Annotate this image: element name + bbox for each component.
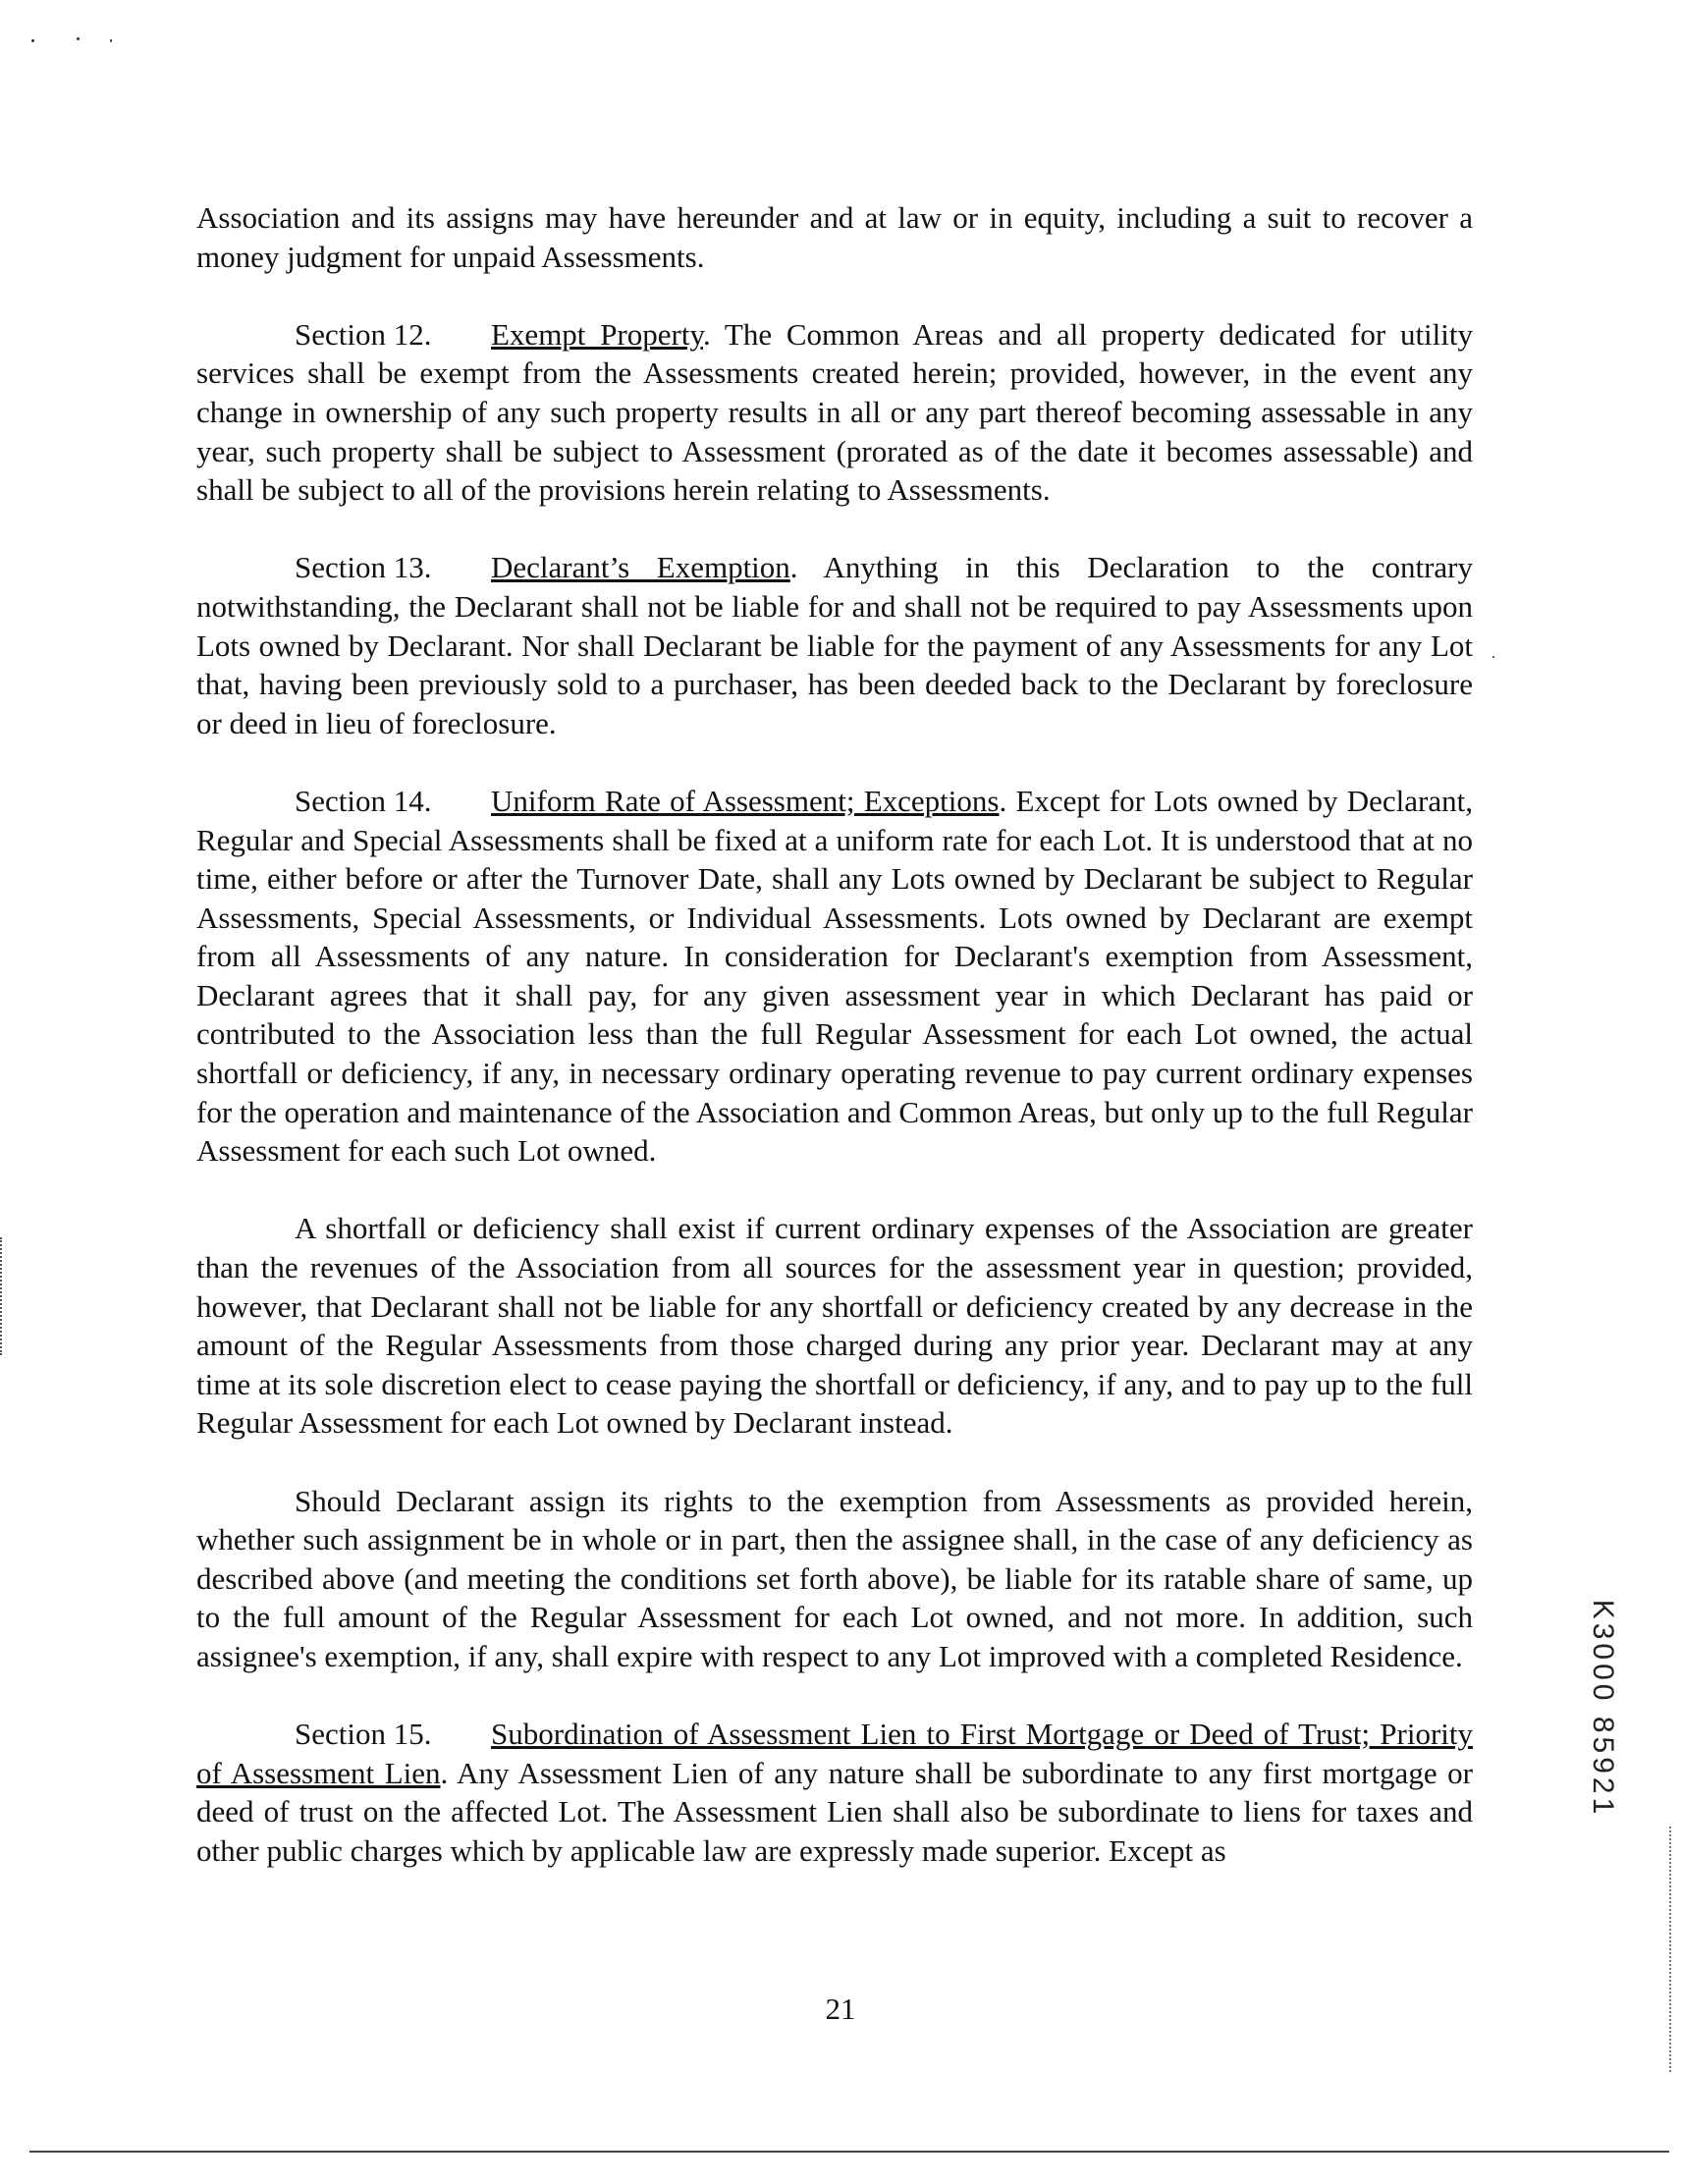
section-text: . Except for Lots owned by Declarant, Regular and Special Assessments shall be fixed at a uniform rate for each Lot. It is understood that at no time, either before or after the Turnover Date, shall any Lots owned by Declarant be subject to Regular Assessments, Special Assessments, or Individual Assessments. Lots owned by Declarant are exempt from all Assessments of any nature. In consideration for Declarant's exemption from Assessment, Declarant agrees that it shall pay, for any given assessment year in which Declarant has paid or contributed to the Association less than the full Regular Assessment for each Lot owned, the actual shortfall or deficiency, if any, in necessary ordinary operating revenue to pay current ordinary expenses for the operation and maintenance of the Association and Common Areas, but only up to the full Regular Assessment for each such Lot owned. xyxy=(196,783,1473,1169)
section-title: Uniform Rate of Assessment; Exceptions xyxy=(491,783,1000,818)
section-number: Section 13. xyxy=(295,550,432,585)
scan-edge-bottom xyxy=(29,2151,1669,2155)
section-title: Exempt Property xyxy=(491,316,703,352)
paragraph-assignment: Should Declarant assign its rights to the exemption from Assessments as provided herein, whether such assignment be in whole or in part, then the assignee shall, in the case of any deficiency as described above (and meeting the conditions set forth above), be liable for its ratable share of same, up to the full amount of the Regular Assessment for each Lot owned, and not more. In addition, such assignee's exemption, if any, shall expire with respect to any Lot improved with a completed Residence. xyxy=(196,1483,1473,1673)
section-title: Subordination of Assessment Lien to First Mortgage or Deed of Trust; Priority of Assessment Lien xyxy=(196,1717,1473,1790)
section-title: Declarant’s Exemption xyxy=(491,550,790,585)
section-13 xyxy=(196,548,1473,742)
paragraph-continuation: Association and its assigns may have hereunder and at law or in equity, including a suit to recover a money judgment for unpaid Assessments. xyxy=(196,200,1473,274)
section-text: . The Common Areas and all property dedicated for utility services shall be exempt from the Assessments created herein; provided, however, in the event any change in ownership of any such property results in all or any part thereof becoming assessable in any year, such property shall be subject to Assessment (prorated as of the date it becomes assessable) and shall be subject to all of the provisions herein relating to Assessments. xyxy=(196,316,1474,508)
section-number: Section 14. xyxy=(295,783,432,818)
scan-speck xyxy=(1492,656,1494,658)
section-15 xyxy=(196,1715,1473,1870)
document-body xyxy=(196,198,1473,1909)
section-12 xyxy=(196,315,1473,510)
section-text: . Anything in this Declaration to the contrary notwithstanding, the Declarant shall not be liable for and shall not be required to pay Assessments upon Lots owned by Declarant. Nor shall Declarant be liable for the payment of any Assessments for any Lot that, having been previously sold to a purchaser, has been deeded back to the Declarant by foreclosure or deed in lieu of foreclosure. xyxy=(196,550,1473,740)
section-14 xyxy=(196,782,1473,1171)
scan-speck xyxy=(31,39,34,42)
section-text: . Any Assessment Lien of any nature shall be subordinate to any first mortgage or deed of trust on the affected Lot. The Assessment Lien shall also be subordinate to liens for taxes and other public charges which by applicable law are expressly made superior. Except as xyxy=(196,1755,1473,1868)
document-stamp xyxy=(1573,1571,1632,1846)
scan-edge-right xyxy=(1669,1827,1673,2072)
scan-speck xyxy=(110,39,112,42)
scan-speck xyxy=(77,37,80,40)
section-number: Section 15. xyxy=(295,1717,432,1752)
paragraph-shortfall: A shortfall or deficiency shall exist if current ordinary expenses of the Association are greater than the revenues of the Association from all sources for the assessment year in question; provided, however, that Declarant shall not be liable for any shortfall or deficiency created by any decrease in the amount of the Regular Assessments from those charged during any prior year. Declarant may at any time at its sole discretion elect to cease paying the shortfall or deficiency, if any, and to pay up to the full Regular Assessment for each Lot owned by Declarant instead. xyxy=(196,1211,1473,1441)
stamp-number: K3000 85921 xyxy=(1587,1599,1619,1819)
page-number: 21 xyxy=(825,1992,856,2026)
section-number: Section 12. xyxy=(295,316,432,352)
scan-edge-left xyxy=(0,1237,5,1355)
